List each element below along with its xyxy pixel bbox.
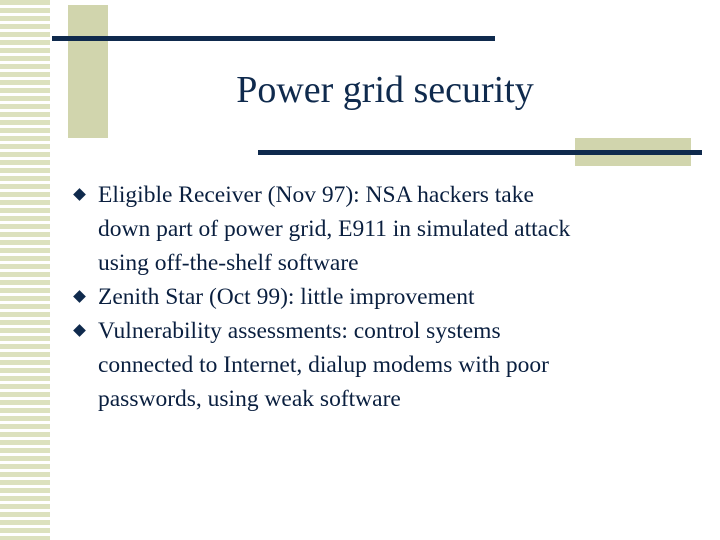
top-accent-line [52, 36, 495, 41]
bullet-item [71, 178, 681, 280]
page-title: Power grid security [236, 69, 534, 111]
bullet-line: down part of power grid, E911 in simulated attack [98, 216, 571, 242]
diamond-bullet-icon [73, 324, 86, 337]
bullet-item [71, 280, 681, 314]
bottom-accent-line [258, 150, 702, 155]
bullet-line: connected to Internet, dialup modems with poor [98, 352, 549, 378]
bullet-list [71, 178, 681, 416]
bullet-line: using off-the-shelf software [98, 250, 359, 276]
bullet-item [71, 314, 681, 416]
bullet-line: Vulnerability assessments: control systems [98, 318, 501, 344]
diamond-bullet-icon [73, 188, 86, 201]
bullet-line: Zenith Star (Oct 99): little improvement [98, 284, 475, 310]
bullet-line: passwords, using weak software [98, 386, 401, 412]
diamond-bullet-icon [73, 290, 86, 303]
left-grid-decoration [0, 0, 50, 540]
bullet-line: Eligible Receiver (Nov 97): NSA hackers take [98, 182, 534, 208]
